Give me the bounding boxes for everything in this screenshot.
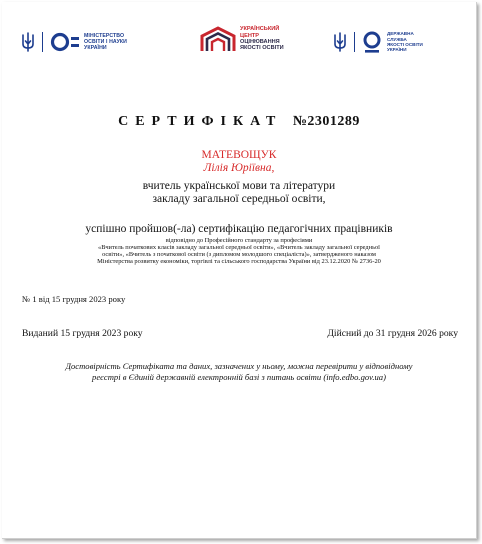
standard-reference-line: Міністерства розвитку економіки, торгівлі та сільського господарства України від 23.12.2020 № 2736-20: [97, 258, 381, 265]
registration-number: № 1 від 15 грудня 2023 року: [22, 294, 126, 304]
certification-statement: успішно пройшов(-ла) сертифікацію педагогічних працівників: [85, 223, 393, 235]
logo-header: [2, 24, 476, 64]
ucoyo-name-line: ЯКОСТІ ОСВІТИ: [240, 45, 284, 52]
ministry-name-line: МІНІСТЕРСТВО: [84, 33, 125, 39]
holder-position-line: вчитель української мови та літератури: [142, 180, 336, 192]
trident-icon: [20, 32, 36, 52]
certificate-page: [2, 2, 477, 539]
ucoyo-emblem-icon: [199, 24, 237, 54]
valid-until-date: Дійсний до 31 грудня 2026 року: [327, 328, 458, 339]
logo-divider: [354, 32, 358, 52]
standard-reference-line: «Вчитель початкових класів закладу загальної середньої освіти», «Вчитель закладу загальної середньої: [98, 244, 380, 251]
issue-date: Виданий 15 грудня 2023 року: [22, 328, 143, 339]
dsyao-name-line: ДЕРЖАВНА: [387, 31, 414, 37]
certificate-title-word: СЕРТИФІКАТ: [118, 114, 283, 129]
dsyao-name: [387, 31, 423, 53]
certificate-title: [2, 114, 476, 130]
holder-given-names: Лілія Юріївна,: [203, 162, 275, 174]
dsyao-name-line: УКРАЇНИ: [387, 47, 407, 53]
standard-reference-line: відповідно до Професійного стандарту за професіями: [165, 237, 313, 244]
ucoyo-name-line: УКРАЇНСЬКИЙ: [240, 26, 280, 33]
standard-reference-line: освіти», «Вчитель з початкової освіти (з дипломом молодшого спеціаліста)», затвердженого наказом: [102, 251, 376, 258]
holder-surname: МАТЕВОЩУК: [201, 149, 277, 161]
certificate-number: №2301289: [292, 114, 360, 129]
ministry-emblem-icon: [50, 32, 70, 52]
ucoyo-name-line: ЦЕНТР: [240, 32, 260, 39]
dsyao-name-line: ЯКОСТІ ОСВІТИ: [387, 42, 423, 47]
verification-note-line: реєстрі в Єдиній державній електронній базі з питань освіти (info.edbo.gov.ua): [92, 372, 386, 382]
ministry-logo: [20, 32, 127, 52]
verification-note-line: Достовірність Сертифіката та даних, зазначених у ньому, можна перевірити у відповідному: [65, 361, 413, 371]
ministry-name: [84, 33, 127, 51]
dsyao-name-line: СЛУЖБА: [387, 36, 407, 42]
dsyao-emblem-icon: [362, 30, 382, 54]
logo-divider: [42, 32, 46, 52]
ucoyo-name-line: ОЦІНЮВАННЯ: [240, 39, 280, 45]
ministry-name-line: УКРАЇНИ: [84, 45, 107, 51]
ucoyo-logo: [199, 24, 284, 54]
ministry-name-line: ОСВІТИ І НАУКИ: [84, 39, 128, 45]
ucoyo-name: [240, 26, 284, 51]
dsyao-logo: [332, 30, 423, 54]
ministry-equals-icon: [70, 32, 80, 52]
trident-icon: [332, 32, 348, 52]
holder-position-line: закладу загальної середньої освіти,: [152, 193, 326, 205]
